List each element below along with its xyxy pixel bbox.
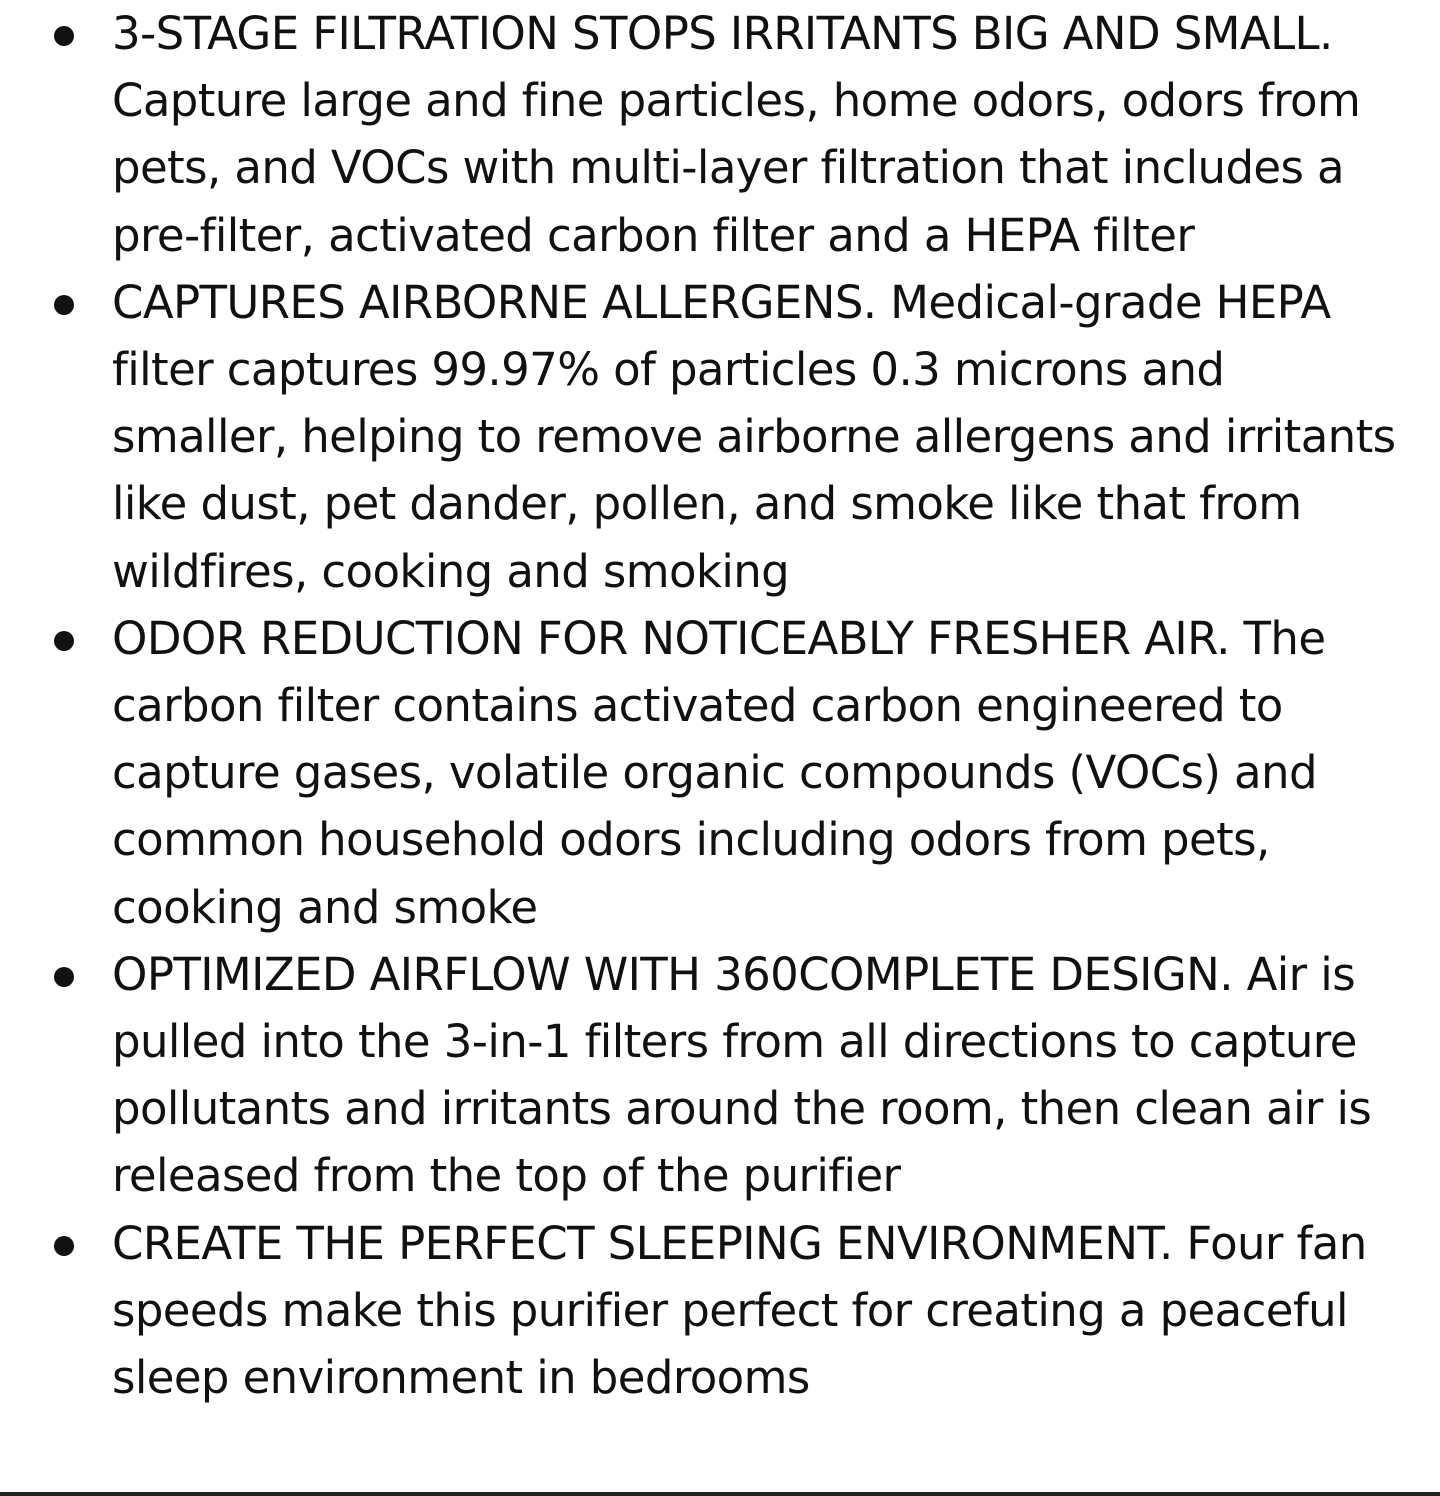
feature-item-allergens (0, 269, 1440, 605)
bullet-dot-icon (54, 967, 74, 987)
feature-item-airflow (0, 941, 1440, 1210)
bullet-dot-icon (54, 295, 74, 315)
feature-text: CREATE THE PERFECT SLEEPING ENVIRONMENT. Four fan speeds make this purifier perfect for creating a peaceful sleep environment in bedrooms (112, 1216, 1367, 1405)
feature-text: ODOR REDUCTION FOR NOTICEABLY FRESHER AIR. The carbon filter contains activated carbon engineered to capture gases, volatile organic compounds (VOCs) and common household odors including odors from pets, cooking and smoke (112, 611, 1326, 934)
feature-text: 3-STAGE FILTRATION STOPS IRRITANTS BIG AND SMALL. Capture large and fine particles, home odors, odors from pets, and VOCs with multi-layer filtration that includes a pre-filter, activated carbon filter and a HEPA filter (112, 7, 1361, 262)
bullet-dot-icon (54, 1236, 74, 1256)
feature-item-odor-reduction (0, 605, 1440, 941)
feature-item-sleep (0, 1210, 1440, 1412)
feature-text: OPTIMIZED AIRFLOW WITH 360COMPLETE DESIGN. Air is pulled into the 3-in-1 filters from all directions to capture pollutants and irritants around the room, then clean air is released from the top of the purifier (112, 947, 1372, 1203)
feature-text: CAPTURES AIRBORNE ALLERGENS. Medical-grade HEPA filter captures 99.97% of particles 0.3 microns and smaller, helping to remove airborne allergens and irritants like dust, pet dander, pollen, and smoke like that from wildfires, cooking and smoking (112, 275, 1396, 598)
bottom-divider (0, 1492, 1440, 1496)
bullet-dot-icon (54, 631, 74, 651)
bullet-dot-icon (54, 26, 74, 46)
feature-item-filtration (0, 0, 1440, 269)
